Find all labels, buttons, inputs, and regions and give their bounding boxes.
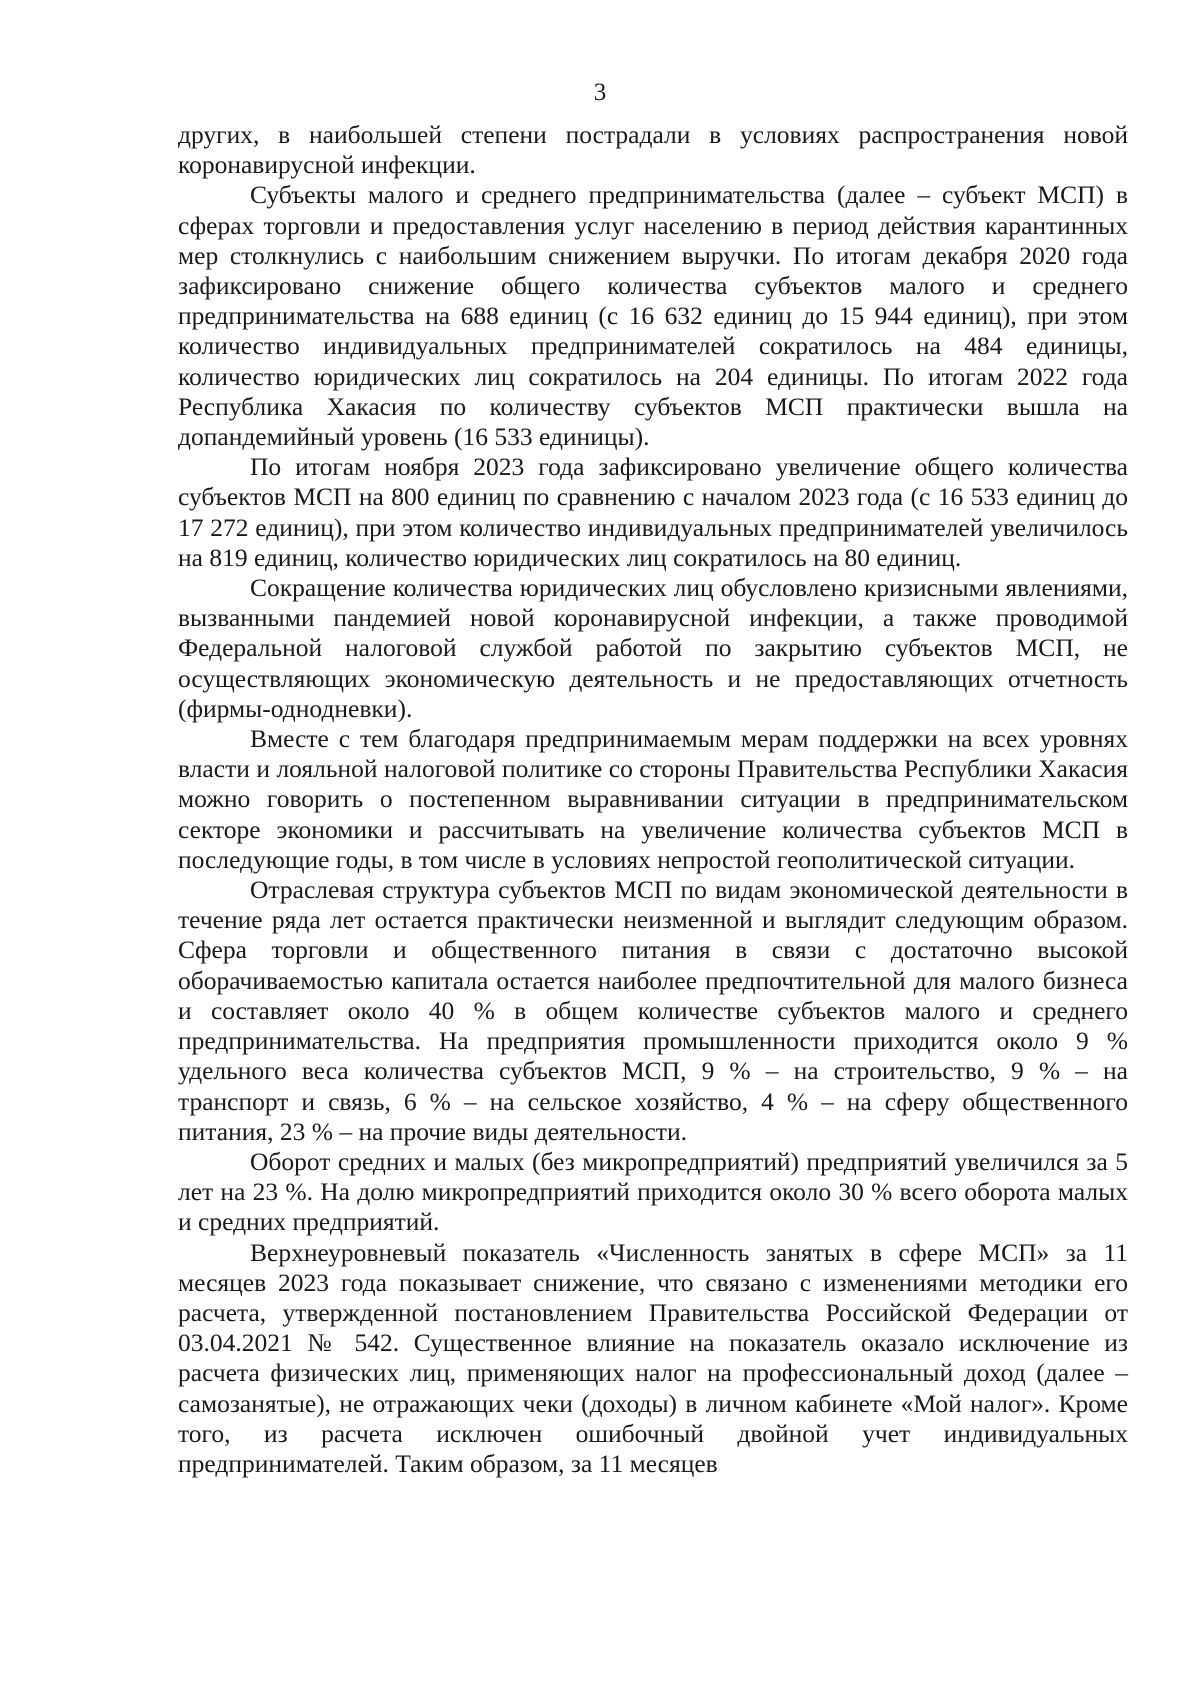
paragraph-employment-indicator: Верхнеуровневый показатель «Численность занятых в сфере МСП» за 11 месяцев 2023 года показывает снижение, что связано с изменениями методики его расчета, утвержденной постановлением Правительства Российской Федерации от 03.04.2021 № 542. Существенное влияние на показатель оказало исключение из расчета физических лиц, применяющих налог на профессиональный доход (далее – самозанятые), не отражающих чеки (доходы) в личном кабинете «Мой налог». Кроме того, из расчета исключен ошибочный двойной учет индивидуальных предпринимателей. Таким образом, за 11 месяцев <box>178 1237 1128 1478</box>
paragraph-sector-structure: Отраслевая структура субъектов МСП по видам экономической деятельности в течение ряда лет остается практически неизменной и выглядит следующим образом. Сфера торговли и общественного питания в связи с достаточно высокой оборачиваемостью капитала остается наиболее предпочтительной для малого бизнеса и составляет около 40 % в общем количестве субъектов малого и среднего предпринимательства. На предприятия промышленности приходится около 9 % удельного веса количества субъектов МСП, 9 % – на строительство, 9 % – на транспорт и связь, 6 % – на сельское хозяйство, 4 % – на сферу общественного питания, 23 % – на прочие виды деятельности. <box>178 875 1128 1146</box>
paragraph-msp-revenue-decline: Субъекты малого и среднего предпринимательства (далее – субъект МСП) в сферах торговли и предоставления услуг населению в период действия карантинных мер столкнулись с наибольшим снижением выручки. По итогам декабря 2020 года зафиксировано снижение общего количества субъектов малого и среднего предпринимательства на 688 единиц (с 16 632 единиц до 15 944 единиц), при этом количество индивидуальных предпринимателей сократилось на 484 единицы, количество юридических лиц сократилось на 204 единицы. По итогам 2022 года Республика Хакасия по количеству субъектов МСП практически вышла на допандемийный уровень (16 533 единицы). <box>178 180 1128 452</box>
paragraph-support-measures: Вместе с тем благодаря предпринимаемым мерам поддержки на всех уровнях власти и лояльной налоговой политике со стороны Правительства Республики Хакасия можно говорить о постепенном выравнивании ситуации в предпринимательском секторе экономики и рассчитывать на увеличение количества субъектов МСП в последующие годы, в том числе в условиях непростой геополитической ситуации. <box>178 724 1128 874</box>
paragraph-turnover: Оборот средних и малых (без микропредприятий) предприятий увеличился за 5 лет на 23 %. На долю микропредприятий приходится около 30 % всего оборота малых и средних предприятий. <box>178 1146 1128 1237</box>
paragraph-legal-entities-reduction: Сокращение количества юридических лиц обусловлено кризисными явлениями, вызванными пандемией новой коронавирусной инфекции, а также проводимой Федеральной налоговой службой работой по закрытию субъектов МСП, не осуществляющих экономическую деятельность и не предоставляющих отчетность (фирмы-однодневки). <box>178 573 1128 723</box>
document-body <box>178 120 1128 1479</box>
paragraph-november-2023-growth: По итогам ноября 2023 года зафиксировано увеличение общего количества субъектов МСП на 800 единиц по сравнению с началом 2023 года (с 16 533 единиц до 17 272 единиц), при этом количество индивидуальных предпринимателей увеличилось на 819 единиц, количество юридических лиц сократилось на 80 единиц. <box>178 452 1128 572</box>
page-number: 3 <box>593 79 607 106</box>
paragraph-continuation: других, в наибольшей степени пострадали в условиях распространения новой коронавирусной инфекции. <box>178 120 1128 180</box>
